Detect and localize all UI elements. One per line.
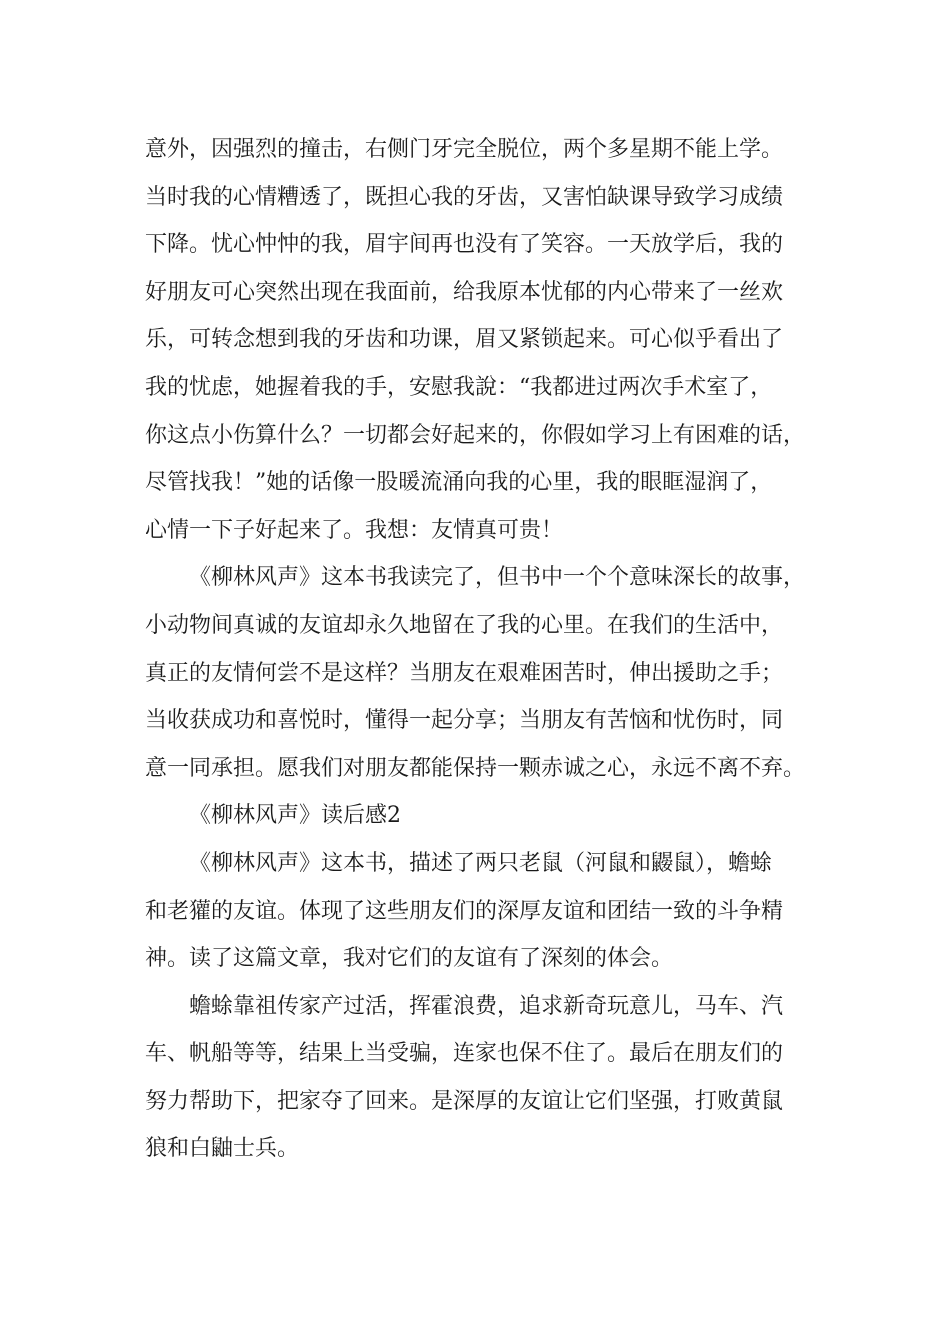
text-line: 车、帆船等等，结果上当受骗，连家也保不住了。最后在朋友们的 [145, 1041, 784, 1067]
text-line: 《柳林风声》这本书，描述了两只老鼠（河鼠和鼹鼠），蟾蜍 [189, 850, 773, 876]
paragraph-1 [145, 126, 825, 554]
paragraph-3 [145, 840, 825, 983]
text-line: 心情一下子好起来了。我想：友情真可贵！ [145, 517, 564, 543]
text-line: 蟾蜍靠祖传家产过活，挥霍浪费，追求新奇玩意儿，马车、汽 [189, 993, 784, 1019]
text-line: 尽管找我！”她的话像一股暖流涌向我的心里，我的眼眶湿润了， [145, 470, 773, 496]
text-line: 狼和白鼬士兵。 [145, 1136, 300, 1162]
body-text [145, 126, 825, 1173]
text-line: 努力帮助下，把家夺了回来。是深厚的友谊让它们坚强，打败黄鼠 [145, 1088, 784, 1114]
text-line: 好朋友可心突然出现在我面前，给我原本忧郁的内心带来了一丝欢 [145, 279, 784, 305]
text-line: 《柳林风声》这本书我读完了，但书中一个个意味深长的故事， [189, 565, 806, 591]
text-line: 神。读了这篇文章，我对它们的友谊有了深刻的体会。 [145, 946, 674, 972]
text-line: 下降。忧心忡忡的我，眉宇间再也没有了笑容。一天放学后，我的 [145, 232, 784, 258]
text-line: 和老獾的友谊。体现了这些朋友们的深厚友谊和团结一致的斗争精 [145, 898, 784, 924]
paragraph-2 [145, 554, 825, 792]
text-line: 小动物间真诚的友谊却永久地留在了我的心里。在我们的生活中， [145, 612, 784, 638]
paragraph-4 [145, 983, 825, 1173]
text-line: 乐，可转念想到我的牙齿和功课，眉又紧锁起来。可心似乎看出了 [145, 327, 784, 353]
text-line: 当时我的心情糟透了，既担心我的牙齿，又害怕缺课导致学习成绩 [145, 184, 784, 210]
text-line: 你这点小伤算什么？一切都会好起来的，你假如学习上有困难的话， [145, 422, 806, 448]
section-heading: 《柳林风声》读后感2 [189, 803, 401, 829]
text-line: 意一同承担。愿我们对朋友都能保持一颗赤诚之心，永远不离不弃。 [145, 755, 806, 781]
text-line: 当收获成功和喜悦时，懂得一起分享；当朋友有苦恼和忧伤时，同 [145, 708, 784, 734]
text-line: 意外，因强烈的撞击，右侧门牙完全脱位，两个多星期不能上学。 [145, 137, 784, 162]
text-line: 真正的友情何尝不是这样？当朋友在艰难困苦时，伸出援助之手； [145, 660, 784, 686]
text-line: 我的忧虑，她握着我的手，安慰我說：“我都进过两次手术室了， [145, 374, 773, 400]
